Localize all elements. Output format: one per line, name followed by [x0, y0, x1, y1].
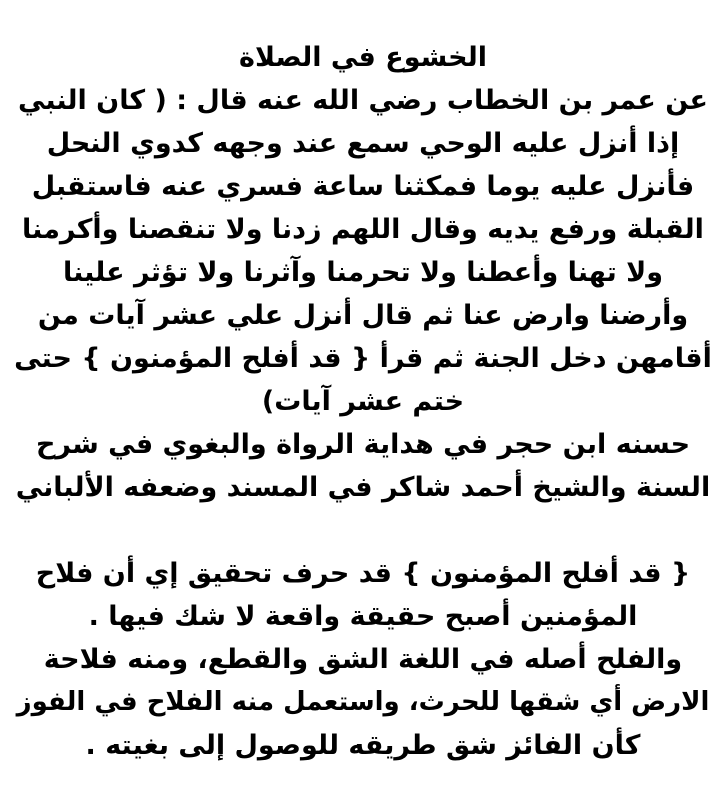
hadith-line: عن عمر بن الخطاب رضي الله عنه قال : ( كان النبي: [18, 85, 708, 116]
commentary-line: كأن الفائز شق طريقه للوصول إلى بغيته .: [85, 730, 641, 761]
grading-text: [14, 423, 712, 509]
hadith-line: فأنزل عليه يوما فمكثنا ساعة فسري عنه فاستقبل: [31, 171, 695, 202]
hadith-line: أقامهن دخل الجنة ثم قرأ { قد أفلح المؤمنون } حتى: [14, 343, 712, 374]
paragraph-spacer: [14, 509, 712, 552]
document-title: الخشوع في الصلاة: [239, 42, 487, 73]
commentary-text: [14, 552, 712, 767]
hadith-line: القبلة ورفع يديه وقال اللهم زدنا ولا تنقصنا وأكرمنا: [22, 214, 704, 245]
commentary-line: المؤمنين أصبح حقيقة واقعة لا شك فيها .: [88, 601, 638, 632]
grading-line: السنة والشيخ أحمد شاكر في المسند وضعفه الألباني: [15, 472, 711, 503]
commentary-line: والفلح أصله في اللغة الشق والقطع، ومنه فلاحة: [43, 644, 683, 675]
hadith-line: ولا تهنا وأعطنا ولا تحرمنا وآثرنا ولا تؤثر علينا: [62, 257, 664, 288]
hadith-text: [14, 79, 712, 423]
commentary-line: الارض أي شقها للحرث، واستعمل منه الفلاح في الفوز: [16, 687, 710, 717]
hadith-line: إذا أنزل عليه الوحي سمع عند وجهه كدوي النحل: [46, 128, 680, 159]
commentary-line: { قد أفلح المؤمنون } قد حرف تحقيق إي أن فلاح: [35, 558, 691, 589]
grading-line: حسنه ابن حجر في هداية الرواة والبغوي في شرح: [35, 429, 691, 460]
hadith-line: وأرضنا وارض عنا ثم قال أنزل علي عشر آيات من: [37, 300, 689, 331]
hadith-line: ختم عشر آيات): [261, 386, 465, 417]
